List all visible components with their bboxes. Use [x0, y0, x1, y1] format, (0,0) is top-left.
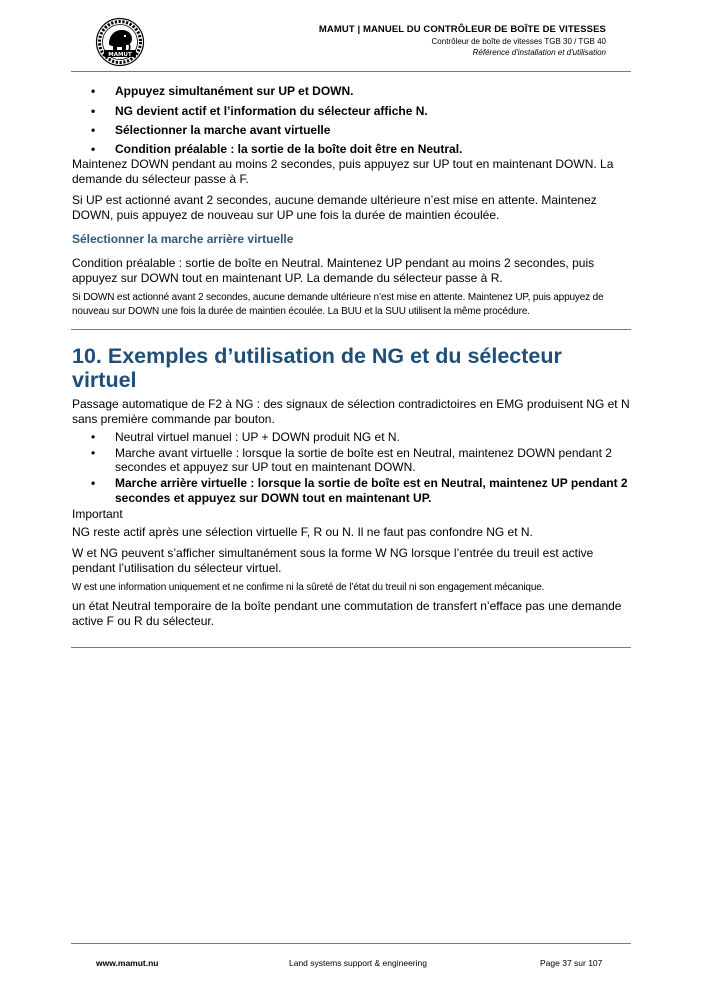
paragraph-forward-hold: Maintenez DOWN pendant au moins 2 secondes, puis appuyez sur UP tout en maintenant DOWN. La demande du sélecteur passe à F.: [72, 156, 614, 186]
paragraph-winch-note: W est une information uniquement et ne confirme ni la sûreté de l’état du treuil ni son engagement mécanique.: [72, 581, 545, 593]
header-title: MAMUT | MANUEL DU CONTRÔLEUR DE BOÎTE DE VITESSES: [318, 24, 606, 35]
section-end-divider: [71, 647, 631, 648]
list-item: • Marche arrière virtuelle : lorsque la sortie de boîte est en Neutral, maintenez UP pendant 2 secondes et appuyez sur DOWN tout en maintenant UP.: [72, 476, 632, 505]
paragraph-important: NG reste actif après une sélection virtuelle F, R ou N. Il ne faut pas confondre NG et N.: [72, 524, 533, 539]
list-item: • NG devient actif et l’information du sélecteur affiche N.: [72, 102, 632, 122]
section-divider: [71, 329, 631, 330]
footer-divider: [71, 943, 631, 944]
paragraph-intro: Passage automatique de F2 à NG : des signaux de sélection contradictoires en EMG produisent NG et N sans première commande par bouton.: [72, 397, 630, 426]
header-divider: [71, 71, 631, 72]
header-subtitle: Contrôleur de boîte de vitesses TGB 30 / TGB 40: [431, 37, 606, 46]
paragraph-forward-timeout: Si UP est actionné avant 2 secondes, aucune demande ultérieure n’est mise en attente. Maintenez DOWN, puis appuyez de nouveau sur UP une fois la durée de maintien écoulée.: [72, 192, 597, 222]
footer-website: www.mamut.nu: [96, 958, 159, 968]
paragraph-reverse-timeout: Si DOWN est actionné avant 2 secondes, aucune demande ultérieure n’est mise en attente. Maintenez UP, puis appuyez de nouveau sur DOWN une fois la durée de maintien écoulée. La BUU et la SUU utilisent la même procédure.: [72, 291, 604, 317]
important-label: Important: [72, 506, 123, 521]
footer-page-number: Page 37 sur 107: [540, 958, 603, 968]
main-content: [72, 82, 632, 319]
page-header: [319, 24, 606, 58]
paragraph-reverse-condition: Condition préalable : sortie de boîte en Neutral. Maintenez UP pendant au moins 2 secondes, puis appuyez sur DOWN tout en maintenant UP. La demande du sélecteur passe à R.: [72, 255, 595, 285]
examples-bullet-list: [72, 430, 632, 505]
logo-text: MAMUT: [108, 52, 132, 58]
paragraph-transfer: un état Neutral temporaire de la boîte pendant une commutation de transfert n’efface pas une demande active F ou R du sélecteur.: [72, 598, 622, 628]
list-item: • Appuyez simultanément sur UP et DOWN.: [72, 82, 632, 102]
section-10: [72, 344, 632, 629]
list-item: • Neutral virtuel manuel : UP + DOWN produit NG et N.: [72, 430, 632, 444]
section-heading: 10. Exemples d’utilisation de NG et du sélecteur virtuel: [72, 344, 562, 392]
subheading-reverse: Sélectionner la marche arrière virtuelle: [72, 231, 294, 246]
list-item: • Condition préalable : la sortie de la boîte doit être en Neutral.: [72, 141, 632, 157]
paragraph-winch: W et NG peuvent s’afficher simultanément sous la forme W NG lorsque l’entrée du treuil est active pendant l’utilisation du sélecteur virtuel.: [72, 545, 594, 575]
header-reference: Référence d'installation et d'utilisation: [472, 48, 606, 57]
procedure-bullet-list: [72, 82, 632, 157]
mamut-logo: [95, 17, 145, 67]
list-item: • Marche avant virtuelle : lorsque la sortie de boîte est en Neutral, maintenez DOWN pendant 2 secondes et appuyez sur UP tout en maintenant DOWN.: [72, 446, 632, 475]
list-item: • Sélectionner la marche avant virtuelle: [72, 121, 632, 141]
footer-tagline: Land systems support & engineering: [289, 958, 427, 968]
